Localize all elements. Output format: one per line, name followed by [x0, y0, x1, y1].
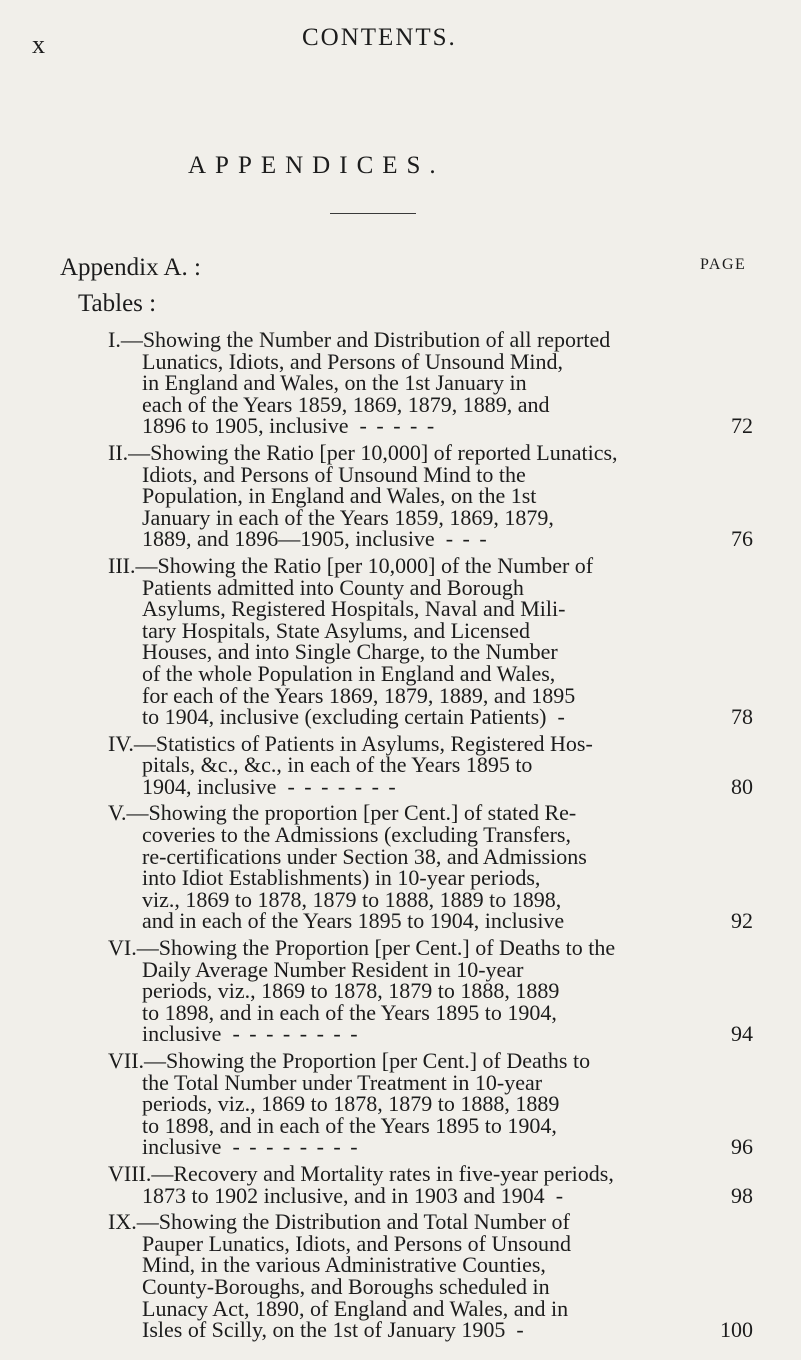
- toc-entry-line: [0, 552, 801, 578]
- toc-entry-text: pitals, &c., &c., in each of the Years 1895 to: [142, 752, 533, 778]
- toc-entry-line: [0, 1182, 801, 1208]
- toc-entry-text: VI.—Showing the Proportion [per Cent.] of Deaths to the: [108, 935, 616, 961]
- toc-entry-line: [0, 937, 801, 959]
- toc-page-number: 94: [731, 1021, 753, 1047]
- table-of-contents-list: [0, 329, 801, 1346]
- toc-entry-text: Pauper Lunatics, Idiots, and Persons of Unsound: [142, 1230, 571, 1256]
- toc-entry-text: IX.—Showing the Distribution and Total Number of: [108, 1209, 570, 1235]
- toc-entry-text: to 1898, and in each of the Years 1895 to 1904,: [142, 1112, 557, 1138]
- toc-entry-text: 1889, and 1896—1905, inclusive: [142, 526, 435, 552]
- toc-entry-text: 1904, inclusive: [142, 773, 277, 799]
- toc-entry-text: 1896 to 1905, inclusive: [142, 413, 349, 439]
- toc-entry-text: III.—Showing the Ratio [per 10,000] of the Number of: [108, 552, 594, 578]
- toc-entry-text: Mind, in the various Administrative Counties,: [142, 1252, 546, 1278]
- toc-entry-line: [0, 348, 801, 374]
- dot-leaders: -: [555, 1182, 566, 1208]
- toc-page-number: 98: [731, 1182, 753, 1208]
- dot-leaders: - - - - - - - -: [232, 1134, 360, 1160]
- toc-entry-line: [0, 1112, 801, 1138]
- toc-entry-line: [0, 1093, 801, 1115]
- toc-entry-line: [0, 660, 801, 686]
- toc-entry-text: to 1904, inclusive (excluding certain Patients): [142, 704, 547, 730]
- toc-entry: [0, 329, 801, 437]
- toc-entry-line: [0, 1230, 801, 1256]
- tables-label: Tables :: [78, 290, 157, 317]
- toc-entry-text: for each of the Years 1869, 1879, 1889, and 1895: [142, 682, 576, 708]
- toc-entry-text: in England and Wales, on the 1st January in: [142, 370, 527, 396]
- toc-entry-text: VII.—Showing the Proportion [per Cent.] of Deaths to: [108, 1048, 591, 1073]
- toc-entry-line: [0, 1160, 801, 1186]
- toc-entry-text: I.—Showing the Number and Distribution of all reported: [108, 327, 611, 352]
- toc-entry-text: re-certifications under Section 38, and Admissions: [142, 843, 587, 869]
- toc-entry-line: [0, 528, 801, 550]
- toc-entry-text: Idiots, and Persons of Unsound Mind to the: [142, 461, 526, 487]
- toc-entry-line: [0, 843, 801, 869]
- toc-entry: [0, 552, 801, 730]
- toc-entry-line: [0, 461, 801, 487]
- toc-entry-line: [0, 910, 801, 932]
- toc-entry-text: the Total Number under Treatment in 10-year: [142, 1069, 543, 1095]
- toc-entry-text: Daily Average Number Resident in 10-year: [142, 956, 524, 982]
- toc-entry-line: [0, 1273, 801, 1299]
- toc-entry: [0, 1160, 801, 1208]
- toc-entry-line: [0, 1319, 801, 1341]
- running-head: CONTENTS.: [302, 24, 457, 51]
- toc-entry-line: [0, 754, 801, 776]
- toc-entry-line: [0, 980, 801, 1002]
- appendix-label: Appendix A. :: [60, 254, 201, 281]
- toc-entry-line: [0, 1023, 801, 1045]
- toc-page-number: 72: [731, 413, 753, 439]
- toc-entry-line: [0, 1050, 801, 1072]
- toc-entry-text: inclusive: [142, 1134, 222, 1160]
- toc-entry-text: Lunatics, Idiots, and Persons of Unsound Mind,: [142, 348, 564, 374]
- toc-entry-line: [0, 485, 801, 507]
- toc-page-number: 76: [731, 526, 753, 552]
- toc-entry-line: [0, 1069, 801, 1095]
- toc-entry-line: [0, 372, 801, 394]
- toc-entry-line: [0, 1211, 801, 1233]
- toc-entry-text: Isles of Scilly, on the 1st of January 1905: [142, 1317, 506, 1343]
- toc-entry-line: [0, 682, 801, 708]
- toc-entry-line: [0, 598, 801, 620]
- toc-entry: [0, 730, 801, 799]
- dot-leaders: -: [557, 704, 567, 730]
- toc-entry-line: [0, 617, 801, 643]
- toc-entry-text: and in each of the Years 1895 to 1904, inclusive: [142, 908, 565, 934]
- toc-entry-line: [0, 415, 801, 437]
- toc-entry: [0, 937, 801, 1045]
- toc-entry-line: [0, 504, 801, 530]
- toc-entry-line: [0, 867, 801, 889]
- toc-entry-text: coveries to the Admissions (excluding Transfers,: [142, 822, 571, 848]
- toc-entry-line: [0, 730, 801, 756]
- dot-leaders: -: [516, 1317, 526, 1343]
- toc-entry-text: Asylums, Registered Hospitals, Naval and Mili-: [142, 596, 566, 622]
- toc-entry: [0, 1211, 801, 1341]
- toc-entry-line: [0, 706, 801, 728]
- toc-page-number: 100: [720, 1317, 753, 1343]
- toc-entry-text: County-Boroughs, and Boroughs scheduled in: [142, 1273, 550, 1299]
- toc-entry-line: [0, 802, 801, 824]
- dot-leaders: - - -: [445, 526, 489, 552]
- toc-entry-text: of the whole Population in England and Wales,: [142, 660, 556, 686]
- toc-entry-line: [0, 1295, 801, 1321]
- page-column-label: PAGE: [700, 256, 747, 273]
- toc-entry-line: [0, 641, 801, 663]
- toc-entry-line: [0, 773, 801, 799]
- toc-entry-line: [0, 1254, 801, 1276]
- toc-entry-text: viz., 1869 to 1878, 1879 to 1888, 1889 to 1898,: [142, 886, 562, 912]
- toc-page-number: 78: [731, 704, 753, 730]
- toc-entry-line: [0, 1136, 801, 1158]
- toc-entry-text: inclusive: [142, 1021, 222, 1047]
- toc-entry-line: [0, 439, 801, 465]
- toc-entry-text: IV.—Statistics of Patients in Asylums, Registered Hos-: [108, 730, 593, 756]
- toc-entry-text: January in each of the Years 1859, 1869, 1879,: [142, 504, 554, 530]
- toc-entry: [0, 439, 801, 552]
- toc-entry: [0, 802, 801, 932]
- toc-entry-text: periods, viz., 1869 to 1878, 1879 to 1888, 1889: [142, 1091, 560, 1117]
- toc-entry: [0, 1050, 801, 1158]
- toc-entry-text: II.—Showing the Ratio [per 10,000] of reported Lunatics,: [108, 439, 618, 465]
- toc-entry-text: periods, viz., 1869 to 1878, 1879 to 1888, 1889: [142, 978, 560, 1004]
- toc-page-number: 96: [731, 1134, 753, 1160]
- page-number-roman: x: [32, 30, 45, 59]
- title-rule: [330, 213, 416, 214]
- toc-entry-line: [0, 999, 801, 1025]
- toc-entry-text: VIII.—Recovery and Mortality rates in five-year periods,: [108, 1160, 614, 1186]
- dot-leaders: - - - - -: [359, 413, 437, 439]
- toc-entry-text: V.—Showing the proportion [per Cent.] of stated Re-: [108, 800, 577, 826]
- toc-entry-text: Population, in England and Wales, on the 1st: [142, 483, 537, 509]
- toc-entry-text: into Idiot Establishments) in 10-year periods,: [142, 865, 541, 891]
- toc-entry-line: [0, 956, 801, 982]
- toc-entry-line: [0, 329, 801, 351]
- toc-entry-text: tary Hospitals, State Asylums, and Licensed: [142, 617, 530, 643]
- toc-entry-text: Patients admitted into County and Borough: [142, 574, 524, 600]
- toc-page-number: 92: [731, 908, 753, 934]
- section-title: APPENDICES.: [188, 152, 445, 179]
- toc-entry-text: each of the Years 1859, 1869, 1879, 1889, and: [142, 391, 550, 417]
- toc-entry-line: [0, 391, 801, 417]
- toc-page-number: 80: [731, 773, 753, 799]
- toc-entry-line: [0, 574, 801, 600]
- toc-entry-text: 1873 to 1902 inclusive, and in 1903 and 1904: [142, 1182, 545, 1208]
- toc-entry-text: to 1898, and in each of the Years 1895 to 1904,: [142, 999, 557, 1025]
- toc-entry-text: Lunacy Act, 1890, of England and Wales, and in: [142, 1295, 569, 1321]
- toc-entry-line: [0, 824, 801, 846]
- toc-entry-text: Houses, and into Single Charge, to the Number: [142, 639, 558, 665]
- toc-entry-line: [0, 886, 801, 912]
- dot-leaders: - - - - - - -: [287, 773, 398, 799]
- dot-leaders: - - - - - - - -: [232, 1021, 360, 1047]
